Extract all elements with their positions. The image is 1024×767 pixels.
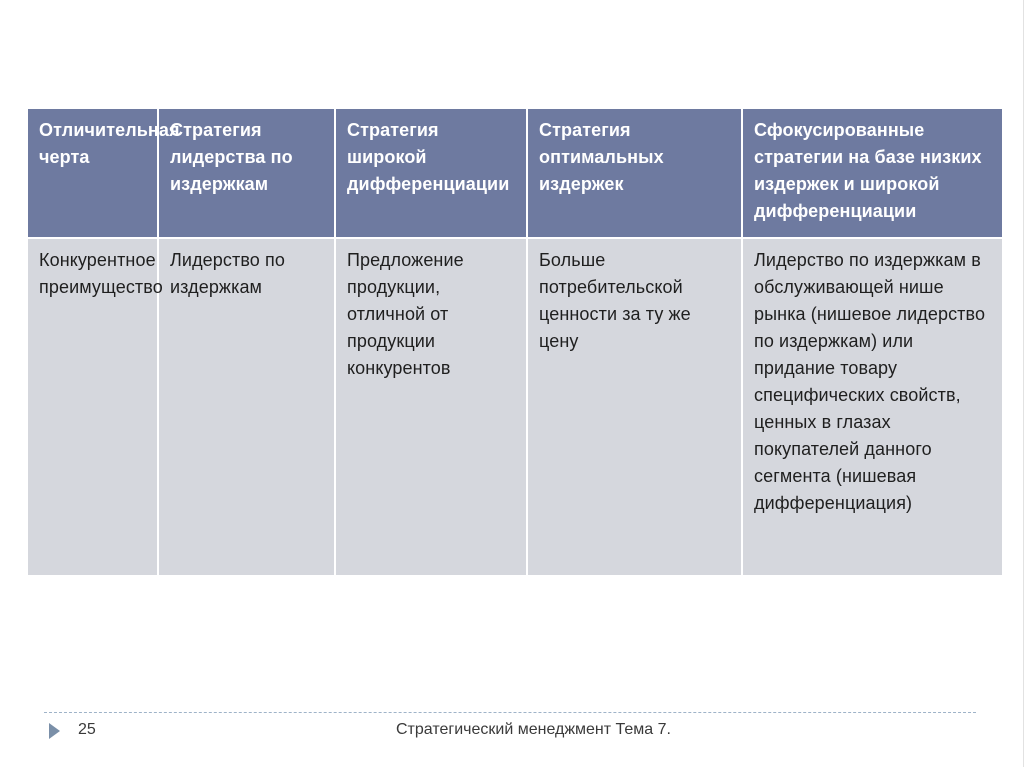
page-number: 25	[78, 721, 96, 738]
header-distinctive-feature: Отличительная черта	[27, 108, 158, 238]
table-row	[27, 238, 1003, 576]
footer-caption: Стратегический менеджмент Тема 7.	[396, 721, 671, 738]
footer-divider	[44, 712, 976, 713]
header-cost-leadership: Стратегия лидерства по издержкам	[158, 108, 335, 238]
triangle-right-icon	[49, 723, 60, 739]
strategy-comparison-table	[26, 107, 1004, 577]
header-focused-strategies: Сфокусированные стратегии на базе низких издержек и широкой дифференциации	[742, 108, 1003, 238]
header-best-cost: Стратегия оптимальных издержек	[527, 108, 742, 238]
cell-best-cost: Больше потребительской ценности за ту же цену	[527, 238, 742, 576]
table-header-row	[27, 108, 1003, 238]
cell-broad-differentiation: Предложение продукции, отличной от продукции конкурентов	[335, 238, 527, 576]
header-broad-differentiation: Стратегия широкой дифференциации	[335, 108, 527, 238]
cell-cost-leadership: Лидерство по издержкам	[158, 238, 335, 576]
cell-focused-strategies: Лидерство по издержкам в обслуживающей нише рынка (нишевое лидерство по издержкам) или придание товару специфических свойств, ценных в глазах покупателей данного сегмента (нишевая дифференциация)	[742, 238, 1003, 576]
cell-competitive-advantage: Конкурентное преимущество	[27, 238, 158, 576]
